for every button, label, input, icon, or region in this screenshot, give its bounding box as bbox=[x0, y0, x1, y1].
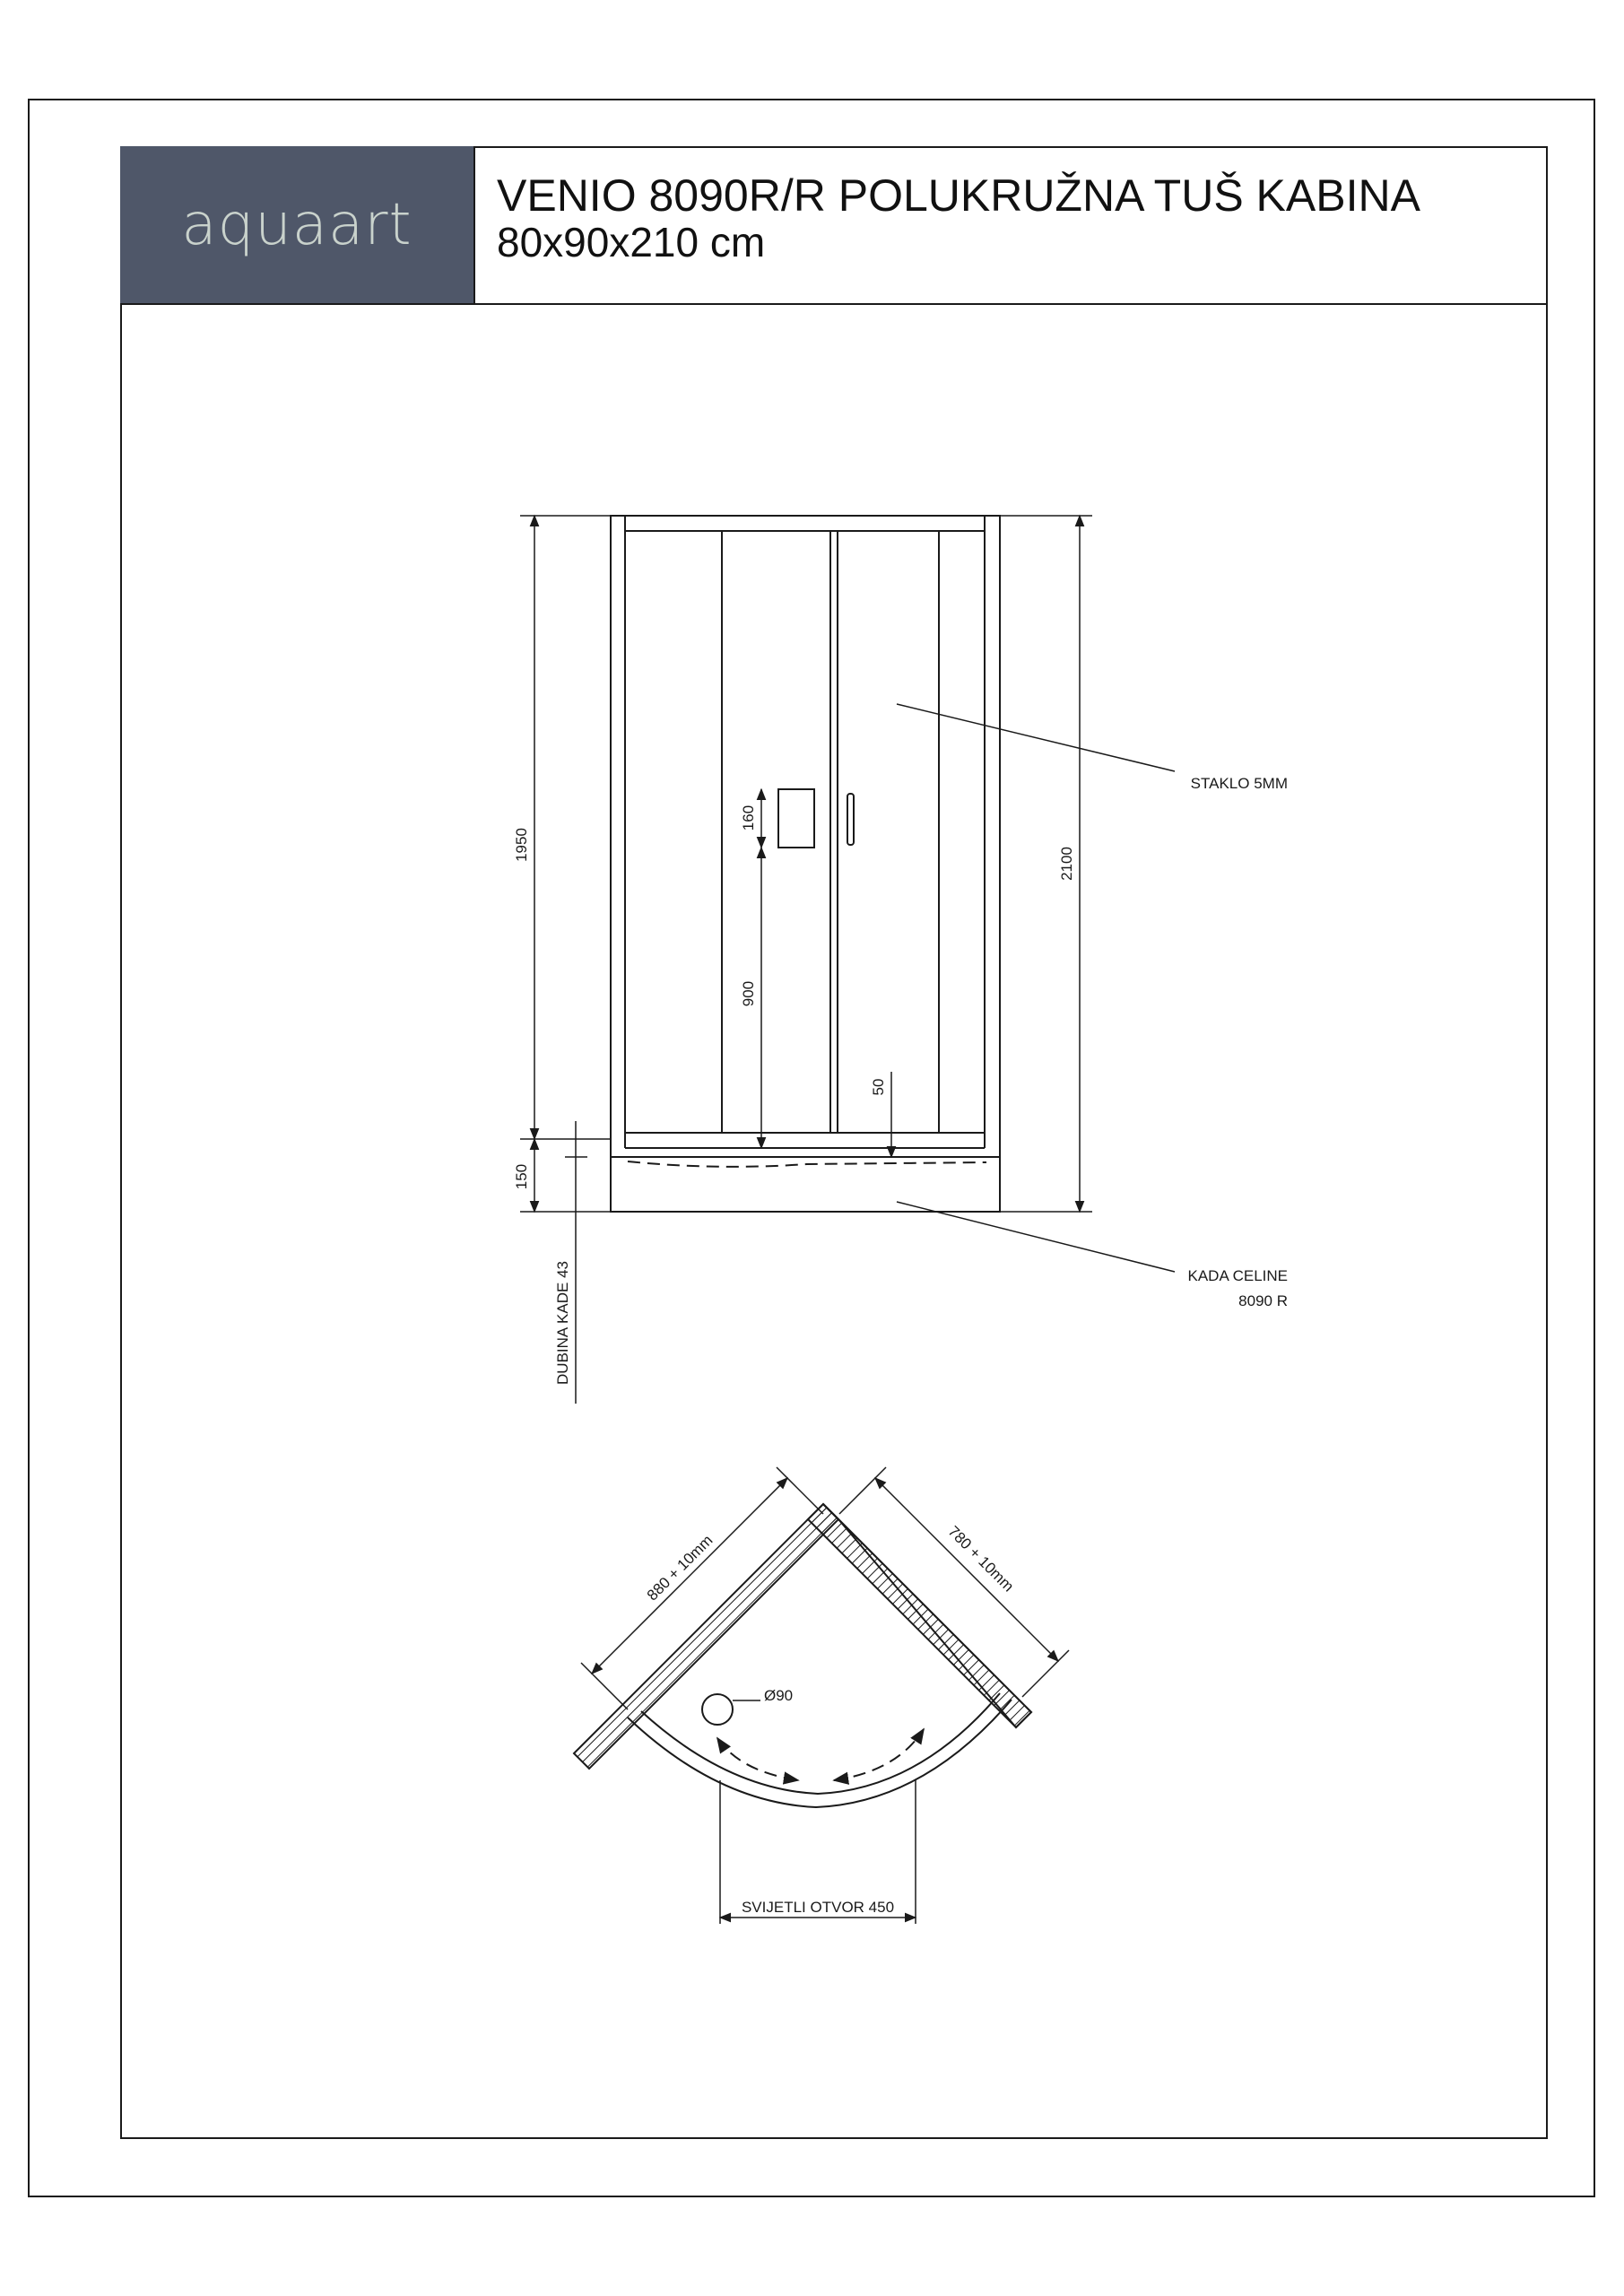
dim-880-label: 880 + 10mm bbox=[643, 1531, 716, 1605]
front-elevation bbox=[611, 516, 1000, 1212]
dim-1950-label: 1950 bbox=[513, 828, 530, 862]
dim-780-ext-a bbox=[839, 1467, 886, 1514]
slide-arrow-left bbox=[717, 1738, 798, 1780]
dim-780-label: 780 + 10mm bbox=[944, 1522, 1018, 1596]
dim-780-ext-b bbox=[1022, 1650, 1069, 1697]
drain-label: Ø90 bbox=[764, 1687, 794, 1704]
right-wall-hatched-fill bbox=[808, 1504, 1031, 1727]
tray-callout-label-2: 8090 R bbox=[1238, 1292, 1288, 1309]
dim-150-label: 150 bbox=[513, 1163, 530, 1190]
curved-glass-inner bbox=[641, 1693, 1000, 1794]
product-title: VENIO 8090R/R POLUKRUŽNA TUŠ KABINA bbox=[497, 170, 1420, 221]
dim-880-ext-b bbox=[777, 1467, 823, 1514]
glass-callout-label: STAKLO 5MM bbox=[1190, 775, 1288, 792]
brand-logo: aquaart bbox=[181, 191, 413, 258]
tray-callout-label-1: KADA CELINE bbox=[1187, 1267, 1288, 1284]
dim-2100-label: 2100 bbox=[1058, 847, 1075, 881]
dim-50-label: 50 bbox=[870, 1078, 887, 1096]
elevation-dimensions bbox=[520, 516, 1175, 1404]
door-handle-left bbox=[778, 789, 814, 848]
door-handle-right bbox=[847, 794, 854, 845]
tray-inner-dashed bbox=[628, 1161, 986, 1167]
dim-880-ext-a bbox=[581, 1663, 628, 1709]
dim-160-label: 160 bbox=[740, 804, 757, 831]
cabin-outer-frame bbox=[611, 516, 1000, 1212]
plan-labels bbox=[644, 1523, 1017, 1916]
product-dimensions: 80x90x210 cm bbox=[497, 219, 766, 265]
curved-glass-outer bbox=[628, 1700, 1012, 1807]
slide-arrow-right bbox=[834, 1729, 924, 1780]
dim-780-line bbox=[875, 1478, 1058, 1661]
tray-depth-label: DUBINA KADE 43 bbox=[554, 1261, 571, 1385]
dim-900-label: 900 bbox=[740, 980, 757, 1007]
drain-circle bbox=[702, 1694, 733, 1725]
elevation-labels bbox=[513, 775, 1288, 1385]
opening-label: SVIJETLI OTVOR 450 bbox=[741, 1899, 895, 1916]
